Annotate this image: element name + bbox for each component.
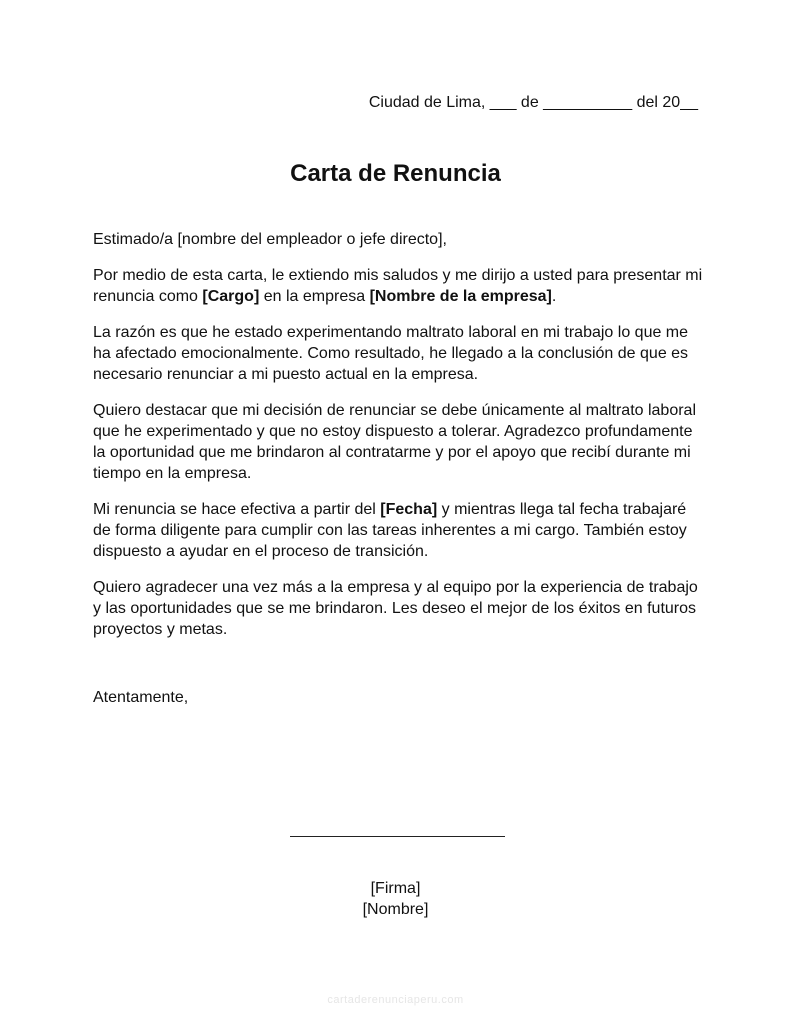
paragraph-effective-text-b: y mientras llega tal fecha trabajaré de forma diligente para cumplir con las tareas inherentes a mi cargo. También estoy dispuesto a ayudar en el proceso de transición. [93,501,687,560]
paragraph-reason: La razón es que he estado experimentando maltrato laboral en mi trabajo lo que me ha afectado emocionalmente. Como resultado, he llegado a la conclusión de que es necesario renunciar a mi puesto actual en la empresa. [93,324,689,383]
paragraph-emphasis: Quiero destacar que mi decisión de renunciar se debe únicamente al maltrato laboral que he experimentado y que no estoy dispuesto a tolerar. Agradezco profundamente la oportunidad que me brindaron al contratarme y por el apoyo que recibí durante mi tiempo en la empresa. [93,402,697,482]
placeholder-fecha: [Fecha] [380,501,438,518]
paragraph-intro [93,265,705,307]
letter-body [93,229,705,655]
page-title: Carta de Renuncia [290,160,501,187]
paragraph-intro-text-b: en la empresa [259,288,370,305]
closing: Atentamente, [93,689,189,706]
watermark: cartaderenunciaperu.com [327,994,464,1006]
paragraph-intro-text-c: . [551,288,557,305]
paragraph-thanks: Quiero agradecer una vez más a la empresa y al equipo por la experiencia de trabajo y las oportunidades que se me brindaron. Les deseo el mejor de los éxitos en futuros proyectos y metas. [93,579,698,638]
placeholder-company: [Nombre de la empresa] [369,288,552,305]
signature-block [0,878,791,920]
paragraph-effective-date [93,499,705,562]
paragraph-intro-text-a: Por medio de esta carta, le extiendo mis saludos y me dirijo a usted para presentar mi renuncia como [93,267,703,305]
placeholder-cargo: [Cargo] [202,288,260,305]
salutation: Estimado/a [nombre del empleador o jefe directo], [93,231,447,248]
signature-nombre: [Nombre] [362,901,429,918]
paragraph-effective-text-a: Mi renuncia se hace efectiva a partir del [93,501,381,518]
signature-line [290,836,505,837]
signature-firma: [Firma] [370,880,421,897]
date-line: Ciudad de Lima, ___ de __________ del 20__ [368,94,698,111]
